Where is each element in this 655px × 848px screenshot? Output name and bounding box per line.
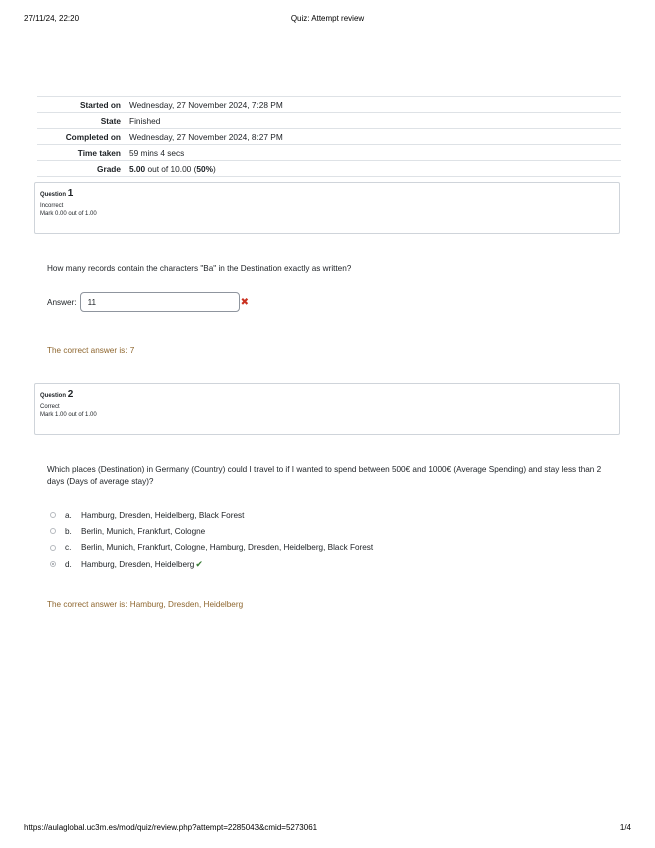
radio-button-selected[interactable] [50, 561, 56, 567]
question-1-answer-row [47, 291, 249, 313]
summary-label: Time taken [77, 147, 121, 158]
grade-out-of: out of 10.00 ( [147, 163, 197, 174]
question-2-options [50, 507, 373, 572]
attempt-summary-table [37, 96, 621, 177]
print-date: 27/11/24, 22:20 [24, 14, 80, 23]
summary-value: 59 mins 4 secs [129, 147, 185, 158]
page-number: 1/4 [619, 823, 631, 832]
summary-label: Grade [97, 163, 121, 174]
option-letter: a. [65, 510, 72, 520]
summary-value: Wednesday, 27 November 2024, 7:28 PM [129, 99, 283, 110]
answer-value: 11 [87, 297, 97, 307]
grade-value [125, 161, 621, 177]
question-2-right-answer: The correct answer is: Hamburg, Dresden, Heidelberg [47, 600, 244, 609]
option-letter: b. [65, 526, 72, 536]
summary-label: State [100, 115, 121, 126]
option-text: Hamburg, Dresden, Heidelberg [81, 559, 195, 569]
summary-label: Started on [79, 99, 121, 110]
page-url: https://aulaglobal.uc3m.es/mod/quiz/review.php?attempt=2285043&cmid=5273061 [24, 823, 318, 832]
question-num: 2 [67, 389, 74, 400]
option-text: Hamburg, Dresden, Heidelberg, Black Forest [81, 510, 245, 520]
question-2-text: Which places (Destination) in Germany (Country) could I travel to if I wanted to spend between 500€ and 1000€ (Average Spending) and stay less than 2 days (Days of average stay)? [47, 465, 602, 487]
grade-close: ) [212, 163, 216, 174]
print-footer [24, 823, 631, 832]
question-word: Question [40, 192, 67, 198]
question-1-info [34, 182, 620, 234]
print-title: Quiz: Attempt review [290, 14, 365, 23]
option-b[interactable] [50, 523, 373, 539]
question-1-right-answer: The correct answer is: 7 [47, 346, 135, 355]
option-letter: c. [65, 543, 72, 553]
summary-row-completed [37, 129, 621, 145]
question-number [40, 187, 614, 202]
question-mark: Mark 1.00 out of 1.00 [40, 412, 97, 419]
answer-label: Answer: [47, 297, 77, 307]
summary-row-state [37, 113, 621, 129]
question-state: Correct [40, 403, 60, 410]
option-d[interactable] [50, 556, 373, 572]
summary-row-time-taken [37, 145, 621, 161]
print-header [24, 14, 631, 28]
option-text: Berlin, Munich, Frankfurt, Cologne, Hamburg, Dresden, Heidelberg, Black Forest [81, 543, 374, 553]
answer-input[interactable] [80, 292, 240, 312]
question-1-text: How many records contain the characters "Ba" in the Destination exactly as written? [47, 264, 352, 273]
summary-value: Wednesday, 27 November 2024, 8:27 PM [129, 131, 283, 142]
option-text: Berlin, Munich, Frankfurt, Cologne [81, 526, 206, 536]
grade-percent: 50% [196, 163, 213, 174]
question-state: Incorrect [40, 202, 64, 209]
summary-row-started [37, 97, 621, 113]
summary-row-grade [37, 161, 621, 177]
incorrect-icon: ✖ [240, 296, 249, 308]
question-word: Question [40, 393, 67, 399]
question-mark: Mark 0.00 out of 1.00 [40, 211, 97, 218]
question-number [40, 388, 614, 403]
radio-button[interactable] [50, 545, 56, 551]
radio-button[interactable] [50, 512, 56, 518]
summary-label: Completed on [65, 131, 121, 142]
option-letter: d. [65, 559, 72, 569]
correct-check-icon: ✔ [195, 558, 203, 569]
grade-score: 5.00 [129, 163, 146, 174]
question-2-info [34, 383, 620, 435]
radio-button[interactable] [50, 528, 56, 534]
option-a[interactable] [50, 507, 373, 523]
summary-value: Finished [129, 115, 161, 126]
option-c[interactable] [50, 540, 373, 556]
question-num: 1 [67, 188, 74, 199]
